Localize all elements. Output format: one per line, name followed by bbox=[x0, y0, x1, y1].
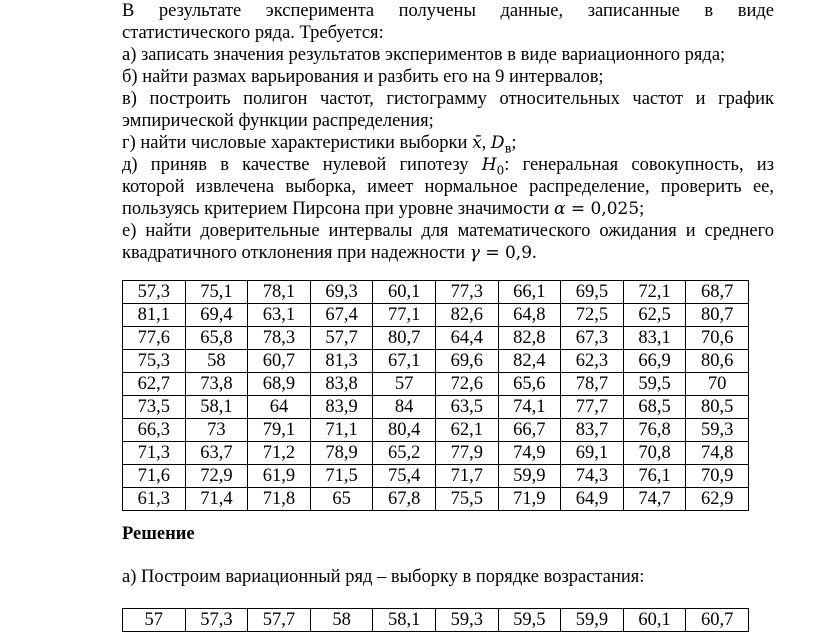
gamma-symbol: γ bbox=[469, 243, 480, 263]
data-table-cell: 70 bbox=[686, 373, 749, 396]
data-table-cell: 81,3 bbox=[310, 350, 373, 373]
data-table-cell: 67,1 bbox=[373, 350, 436, 373]
data-table-cell: 71,7 bbox=[435, 465, 498, 488]
task-item-d3-text: пользуясь критерием Пирсона при уровне значимости bbox=[122, 199, 554, 219]
data-table-cell: 73,8 bbox=[185, 373, 248, 396]
data-table-cell: 83,1 bbox=[623, 327, 686, 350]
task-item-d-text: д) приняв в качестве нулевой гипотезу bbox=[122, 155, 482, 175]
data-table-cell: 65,6 bbox=[498, 373, 561, 396]
data-table-cell: 82,6 bbox=[435, 304, 498, 327]
data-table-cell: 78,3 bbox=[248, 327, 311, 350]
data-table-cell: 78,7 bbox=[561, 373, 624, 396]
sample-variance-subscript: в bbox=[504, 141, 512, 156]
table-row bbox=[123, 304, 749, 327]
data-table-cell: 80,7 bbox=[686, 304, 749, 327]
data-table-cell: 70,6 bbox=[686, 327, 749, 350]
data-table-cell: 75,5 bbox=[435, 488, 498, 511]
task-item-d-line-3 bbox=[122, 198, 774, 220]
data-table-cell: 64,9 bbox=[561, 488, 624, 511]
sorted-table-cell: 58,1 bbox=[373, 609, 436, 632]
data-table-cell: 83,9 bbox=[310, 396, 373, 419]
data-table-cell: 70,8 bbox=[623, 442, 686, 465]
data-table-cell: 80,7 bbox=[373, 327, 436, 350]
data-table-cell: 71,9 bbox=[498, 488, 561, 511]
data-table-cell: 74,7 bbox=[623, 488, 686, 511]
data-table-cell: 75,3 bbox=[123, 350, 186, 373]
data-table-cell: 83,8 bbox=[310, 373, 373, 396]
task-item-b: б) найти размах варьирования и разбить его на 9 интервалов; bbox=[122, 67, 604, 87]
data-table-cell: 80,5 bbox=[686, 396, 749, 419]
data-table-cell: 72,1 bbox=[623, 281, 686, 304]
data-table-cell: 71,3 bbox=[123, 442, 186, 465]
data-table-cell: 64 bbox=[248, 396, 311, 419]
task-item-v-line-1: в) построить полигон частот, гистограмму относительных частот и график bbox=[122, 89, 774, 109]
data-table-cell: 74,9 bbox=[498, 442, 561, 465]
data-table-cell: 69,4 bbox=[185, 304, 248, 327]
data-table-cell: 68,5 bbox=[623, 396, 686, 419]
null-hypothesis-subscript: 0 bbox=[496, 163, 505, 178]
data-table-cell: 75,4 bbox=[373, 465, 436, 488]
data-table-cell: 82,8 bbox=[498, 327, 561, 350]
sorted-table-cell: 58 bbox=[310, 609, 373, 632]
data-table-cell: 77,1 bbox=[373, 304, 436, 327]
sorted-table-cell: 59,9 bbox=[561, 609, 624, 632]
sorted-table-cell: 60,7 bbox=[686, 609, 749, 632]
null-hypothesis-symbol: H bbox=[481, 155, 497, 175]
solution-step-a: а) Построим вариационный ряд – выборку в порядке возрастания: bbox=[122, 567, 645, 587]
data-table-cell: 74,8 bbox=[686, 442, 749, 465]
data-table-cell: 77,7 bbox=[561, 396, 624, 419]
data-table-cell: 62,5 bbox=[623, 304, 686, 327]
data-table-cell: 69,5 bbox=[561, 281, 624, 304]
data-table-cell: 62,3 bbox=[561, 350, 624, 373]
task-item-e-line-2 bbox=[122, 242, 774, 264]
data-table-cell: 69,1 bbox=[561, 442, 624, 465]
data-table-cell: 74,3 bbox=[561, 465, 624, 488]
data-table-cell: 64,8 bbox=[498, 304, 561, 327]
data-table-cell: 75,1 bbox=[185, 281, 248, 304]
data-table-cell: 84 bbox=[373, 396, 436, 419]
task-line-2: статистического ряда. Требуется: bbox=[122, 23, 384, 43]
data-table-cell: 58,1 bbox=[185, 396, 248, 419]
data-table-cell: 66,1 bbox=[498, 281, 561, 304]
task-line-1: В результате эксперимента получены данные, записанные в виде bbox=[122, 1, 774, 21]
table-row bbox=[123, 350, 749, 373]
task-item-d-line-2: которой извлечена выборка, имеет нормальное распределение, проверить ее, bbox=[122, 177, 774, 197]
data-table-cell: 69,6 bbox=[435, 350, 498, 373]
data-table-cell: 71,1 bbox=[310, 419, 373, 442]
data-table-cell: 57,3 bbox=[123, 281, 186, 304]
task-item-a: а) записать значения результатов экспериментов в виде вариационного ряда; bbox=[122, 45, 726, 65]
gamma-value: = 0,9 bbox=[479, 243, 533, 263]
separator: , bbox=[481, 133, 491, 153]
sorted-table-cell: 57,7 bbox=[248, 609, 311, 632]
sorted-table-cell: 59,5 bbox=[498, 609, 561, 632]
alpha-symbol: α bbox=[553, 199, 566, 219]
data-table-cell: 77,6 bbox=[123, 327, 186, 350]
data-table bbox=[122, 280, 749, 511]
table-row bbox=[123, 442, 749, 465]
task-item-v-line-2: эмпирической функции распределения; bbox=[122, 111, 434, 131]
data-table-cell: 70,9 bbox=[686, 465, 749, 488]
data-table-cell: 61,9 bbox=[248, 465, 311, 488]
data-table-cell: 68,7 bbox=[686, 281, 749, 304]
data-table-cell: 77,9 bbox=[435, 442, 498, 465]
table-row bbox=[123, 419, 749, 442]
data-table-cell: 57,7 bbox=[310, 327, 373, 350]
data-table-cell: 60,7 bbox=[248, 350, 311, 373]
data-table-cell: 77,3 bbox=[435, 281, 498, 304]
data-table-cell: 79,1 bbox=[248, 419, 311, 442]
sample-variance-symbol: D bbox=[490, 133, 505, 153]
data-table-cell: 63,1 bbox=[248, 304, 311, 327]
data-table-cell: 74,1 bbox=[498, 396, 561, 419]
data-table-cell: 62,9 bbox=[686, 488, 749, 511]
data-table-cell: 63,7 bbox=[185, 442, 248, 465]
data-table-cell: 72,9 bbox=[185, 465, 248, 488]
sample-mean-symbol: x̄ bbox=[472, 133, 482, 153]
sorted-table-cell: 59,3 bbox=[435, 609, 498, 632]
table-row bbox=[123, 281, 749, 304]
data-table-cell: 78,9 bbox=[310, 442, 373, 465]
table-row bbox=[123, 488, 749, 511]
data-table-cell: 59,3 bbox=[686, 419, 749, 442]
task-item-d3-end: ; bbox=[639, 199, 645, 219]
task-item-g-end: ; bbox=[511, 133, 517, 153]
data-table-cell: 60,1 bbox=[373, 281, 436, 304]
data-table-cell: 76,8 bbox=[623, 419, 686, 442]
sorted-table-cell: 57 bbox=[123, 609, 186, 632]
data-table-cell: 72,6 bbox=[435, 373, 498, 396]
table-row bbox=[123, 327, 749, 350]
task-item-e2-end: . bbox=[532, 243, 537, 263]
data-table-cell: 67,8 bbox=[373, 488, 436, 511]
data-table-cell: 73,5 bbox=[123, 396, 186, 419]
data-table-cell: 71,5 bbox=[310, 465, 373, 488]
data-table-cell: 72,5 bbox=[561, 304, 624, 327]
sorted-table-cell: 60,1 bbox=[623, 609, 686, 632]
task-item-d-rest: : генеральная совокупность, из bbox=[504, 155, 775, 175]
data-table-cell: 78,1 bbox=[248, 281, 311, 304]
data-table-cell: 64,4 bbox=[435, 327, 498, 350]
data-table-cell: 69,3 bbox=[310, 281, 373, 304]
data-table-cell: 80,4 bbox=[373, 419, 436, 442]
data-table-cell: 76,1 bbox=[623, 465, 686, 488]
data-table-cell: 67,4 bbox=[310, 304, 373, 327]
data-table-cell: 59,5 bbox=[623, 373, 686, 396]
task-item-e2-text: квадратичного отклонения при надежности bbox=[122, 243, 470, 263]
sorted-table bbox=[122, 608, 749, 632]
data-table-cell: 65,2 bbox=[373, 442, 436, 465]
data-table-cell: 65,8 bbox=[185, 327, 248, 350]
table-row bbox=[123, 465, 749, 488]
data-table-cell: 57 bbox=[373, 373, 436, 396]
data-table-cell: 67,3 bbox=[561, 327, 624, 350]
data-table-cell: 66,9 bbox=[623, 350, 686, 373]
data-table-cell: 82,4 bbox=[498, 350, 561, 373]
table-row bbox=[123, 373, 749, 396]
data-table-cell: 81,1 bbox=[123, 304, 186, 327]
data-table-cell: 63,5 bbox=[435, 396, 498, 419]
table-row bbox=[123, 609, 749, 632]
data-table-cell: 83,7 bbox=[561, 419, 624, 442]
data-table-cell: 66,7 bbox=[498, 419, 561, 442]
data-table-cell: 62,1 bbox=[435, 419, 498, 442]
data-table-cell: 71,8 bbox=[248, 488, 311, 511]
task-item-g-text: г) найти числовые характеристики выборки bbox=[122, 133, 473, 153]
data-table-cell: 71,2 bbox=[248, 442, 311, 465]
solution-heading: Решение bbox=[122, 524, 195, 544]
alpha-value: = 0,025 bbox=[565, 199, 640, 219]
data-table-cell: 80,6 bbox=[686, 350, 749, 373]
data-table-cell: 68,9 bbox=[248, 373, 311, 396]
data-table-cell: 73 bbox=[185, 419, 248, 442]
data-table-cell: 66,3 bbox=[123, 419, 186, 442]
task-item-e-line-1: е) найти доверительные интервалы для математического ожидания и среднего bbox=[122, 221, 774, 241]
data-table-cell: 71,4 bbox=[185, 488, 248, 511]
sorted-table-cell: 57,3 bbox=[185, 609, 248, 632]
data-table-cell: 62,7 bbox=[123, 373, 186, 396]
data-table-cell: 71,6 bbox=[123, 465, 186, 488]
data-table-cell: 58 bbox=[185, 350, 248, 373]
data-table-cell: 59,9 bbox=[498, 465, 561, 488]
data-table-cell: 65 bbox=[310, 488, 373, 511]
table-row bbox=[123, 396, 749, 419]
data-table-cell: 61,3 bbox=[123, 488, 186, 511]
